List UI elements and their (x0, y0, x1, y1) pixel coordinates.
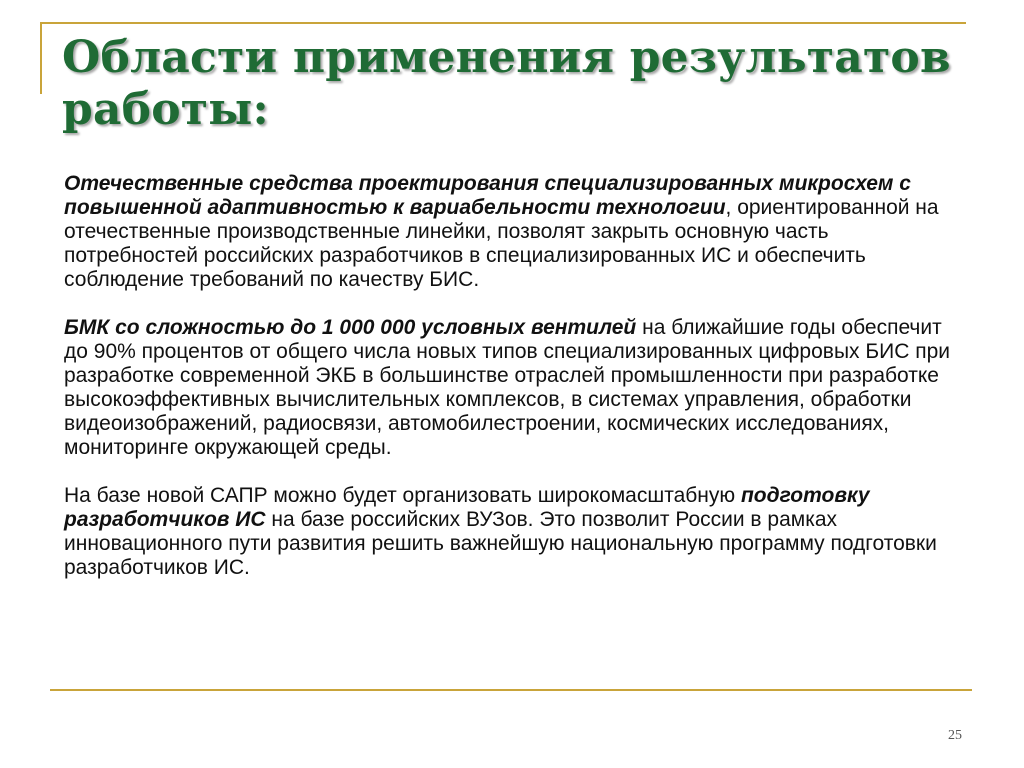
top-accent-line (40, 22, 966, 24)
paragraph-domestic-tools (64, 172, 964, 292)
paragraph-1-emphasis: Отечественные средства проектирования специализированных микросхем с повышенной адаптивностью к вариабельности технологии (64, 172, 911, 219)
paragraph-3-text-after: на базе российских ВУЗов. Это позволит России в рамках инновационного пути развития решить важнейшую национальную программу подготовки разработчиков ИС. (64, 508, 937, 579)
paragraph-3-emphasis: подготовку разработчиков ИС (64, 484, 870, 531)
paragraph-3-text-before: На базе новой САПР можно будет организовать широкомасштабную (64, 484, 741, 507)
paragraph-2-text: на ближайшие годы обеспечит до 90% процентов от общего числа новых типов специализированных цифровых БИС при разработке современной ЭКБ в большинстве отраслей промышленности при разработке высокоэффективных вычислительных комплексов, в системах управления, обработки видеоизображений, радиосвязи, автомобилестроении, космических исследованиях, мониторинге окружающей среды. (64, 316, 951, 459)
slide-body (64, 172, 964, 604)
paragraph-2-emphasis: БМК со сложностью до 1 000 000 условных вентилей (64, 316, 637, 339)
paragraph-1-text: , ориентированной на отечественные производственные линейки, позволят закрыть основную часть потребностей российских разработчиков в специализированных ИС и обеспечить соблюдение требований по качеству БИС. (64, 196, 939, 291)
paragraph-bmk (64, 316, 964, 460)
paragraph-training (64, 484, 964, 580)
slide-title: Области применения результатов работы: (62, 32, 951, 135)
left-accent-line (40, 22, 42, 94)
page-number: 25 (948, 728, 962, 743)
bottom-divider (50, 689, 972, 691)
